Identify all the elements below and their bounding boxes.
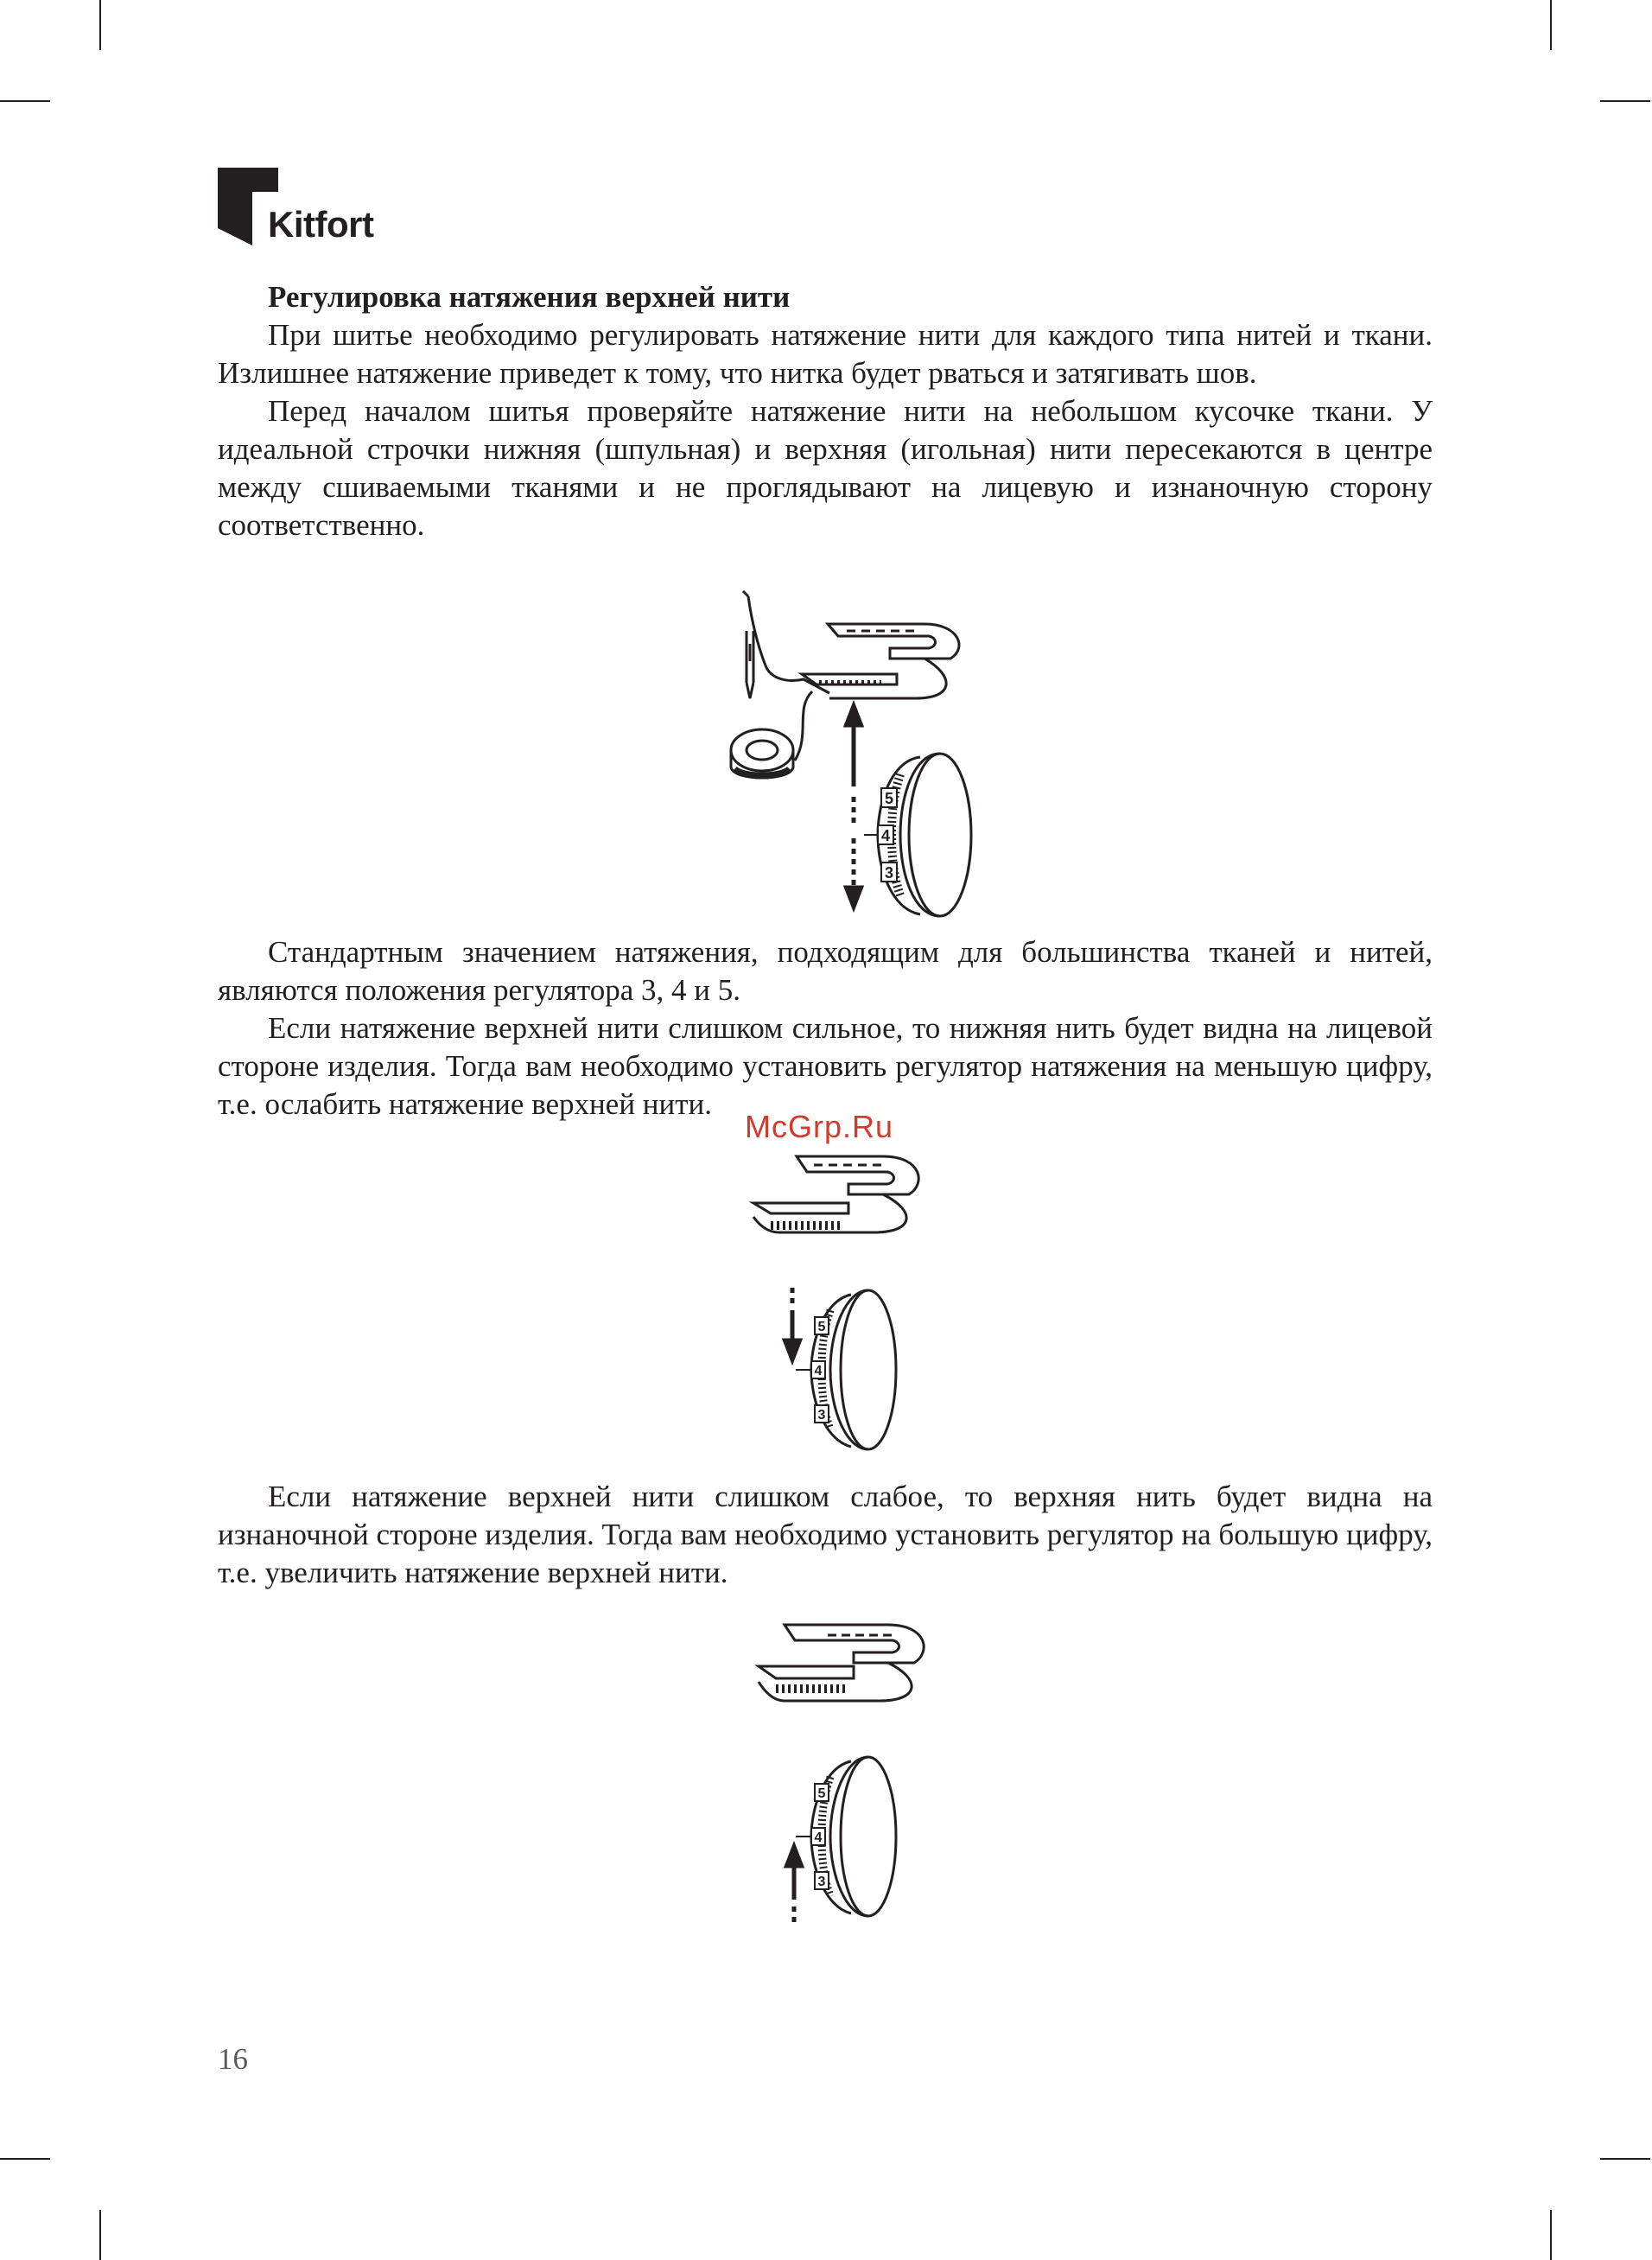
paragraph: Если натяжение верхней нити слишком сильное, то нижняя нить будет видна на лицевой стороне изделия. Тогда вам необходимо установить регулятор натяжения на меньшую цифру, т.е. ослабить натяжение верхней нити. xyxy=(218,1011,1433,1121)
crop-mark xyxy=(1600,2158,1650,2160)
tension-dial xyxy=(841,1290,896,1449)
section-title: Регулировка натяжения верхней нити xyxy=(268,280,791,314)
dial-mark-5: 5 xyxy=(817,1786,826,1801)
figure-weak-tension-dial xyxy=(773,1746,903,1932)
closing-text xyxy=(218,1478,1433,1592)
crop-mark xyxy=(0,2158,50,2160)
middle-text xyxy=(218,933,1433,1124)
crop-mark xyxy=(99,2210,101,2260)
figure-correct-tension xyxy=(708,596,968,916)
dial-mark-3: 3 xyxy=(817,1408,826,1423)
fabric-illustration xyxy=(750,1616,931,1711)
watermark: McGrp.Ru xyxy=(745,1109,894,1144)
crop-mark xyxy=(1600,100,1650,102)
crop-mark xyxy=(99,0,101,50)
sewing-illustration xyxy=(708,596,968,916)
dial-mark-5: 5 xyxy=(884,790,894,807)
dial-mark-4: 4 xyxy=(814,1364,823,1378)
page-number: 16 xyxy=(218,2042,248,2076)
dial-illustration xyxy=(773,1746,903,1932)
dial-mark-4: 4 xyxy=(814,1830,823,1845)
dial-mark-3: 3 xyxy=(884,864,894,882)
tension-dial xyxy=(841,1757,896,1916)
dial-illustration xyxy=(773,1279,903,1461)
brand-name: Kitfort xyxy=(268,204,374,245)
dial-mark-5: 5 xyxy=(817,1320,826,1334)
crop-mark xyxy=(0,100,50,102)
dial-mark-3: 3 xyxy=(817,1875,826,1889)
figure-weak-tension-fabric xyxy=(750,1616,931,1711)
paragraph: При шитье необходимо регулировать натяжение нити для каждого типа нитей и ткани. Излишнее натяжение приведет к тому, что нитка будет рваться и затягивать шов. xyxy=(218,318,1433,390)
fabric-top xyxy=(828,624,959,659)
bobbin-icon xyxy=(731,729,793,771)
fabric-illustration xyxy=(745,1149,926,1245)
figure-strong-tension-dial xyxy=(773,1279,903,1461)
dial-mark-4: 4 xyxy=(880,827,891,844)
intro-text xyxy=(218,278,1433,544)
kitfort-logo xyxy=(218,168,391,251)
paragraph: Если натяжение верхней нити слишком слабое, то верхняя нить будет видна на изнаночной стороне изделия. Тогда вам необходимо установить регулятор на большую цифру, т.е. увеличить натяжение верхней нити. xyxy=(218,1480,1433,1589)
figure-strong-tension-fabric xyxy=(745,1149,926,1245)
crop-mark xyxy=(1550,2210,1552,2260)
tension-dial xyxy=(909,754,971,916)
needle-icon xyxy=(747,631,753,698)
paragraph: Стандартным значением натяжения, подходящим для большинства тканей и нитей, являются положения регулятора 3, 4 и 5. xyxy=(218,935,1433,1007)
paragraph: Перед началом шитья проверяйте натяжение нити на небольшом кусочке ткани. У идеальной строчки нижняя (шпульная) и верхняя (игольная) нити пересекаются в центре между сшиваемыми тканями и не проглядывают на лицевую и изнаночную сторону соответственно. xyxy=(218,394,1433,542)
crop-mark xyxy=(1550,0,1552,50)
